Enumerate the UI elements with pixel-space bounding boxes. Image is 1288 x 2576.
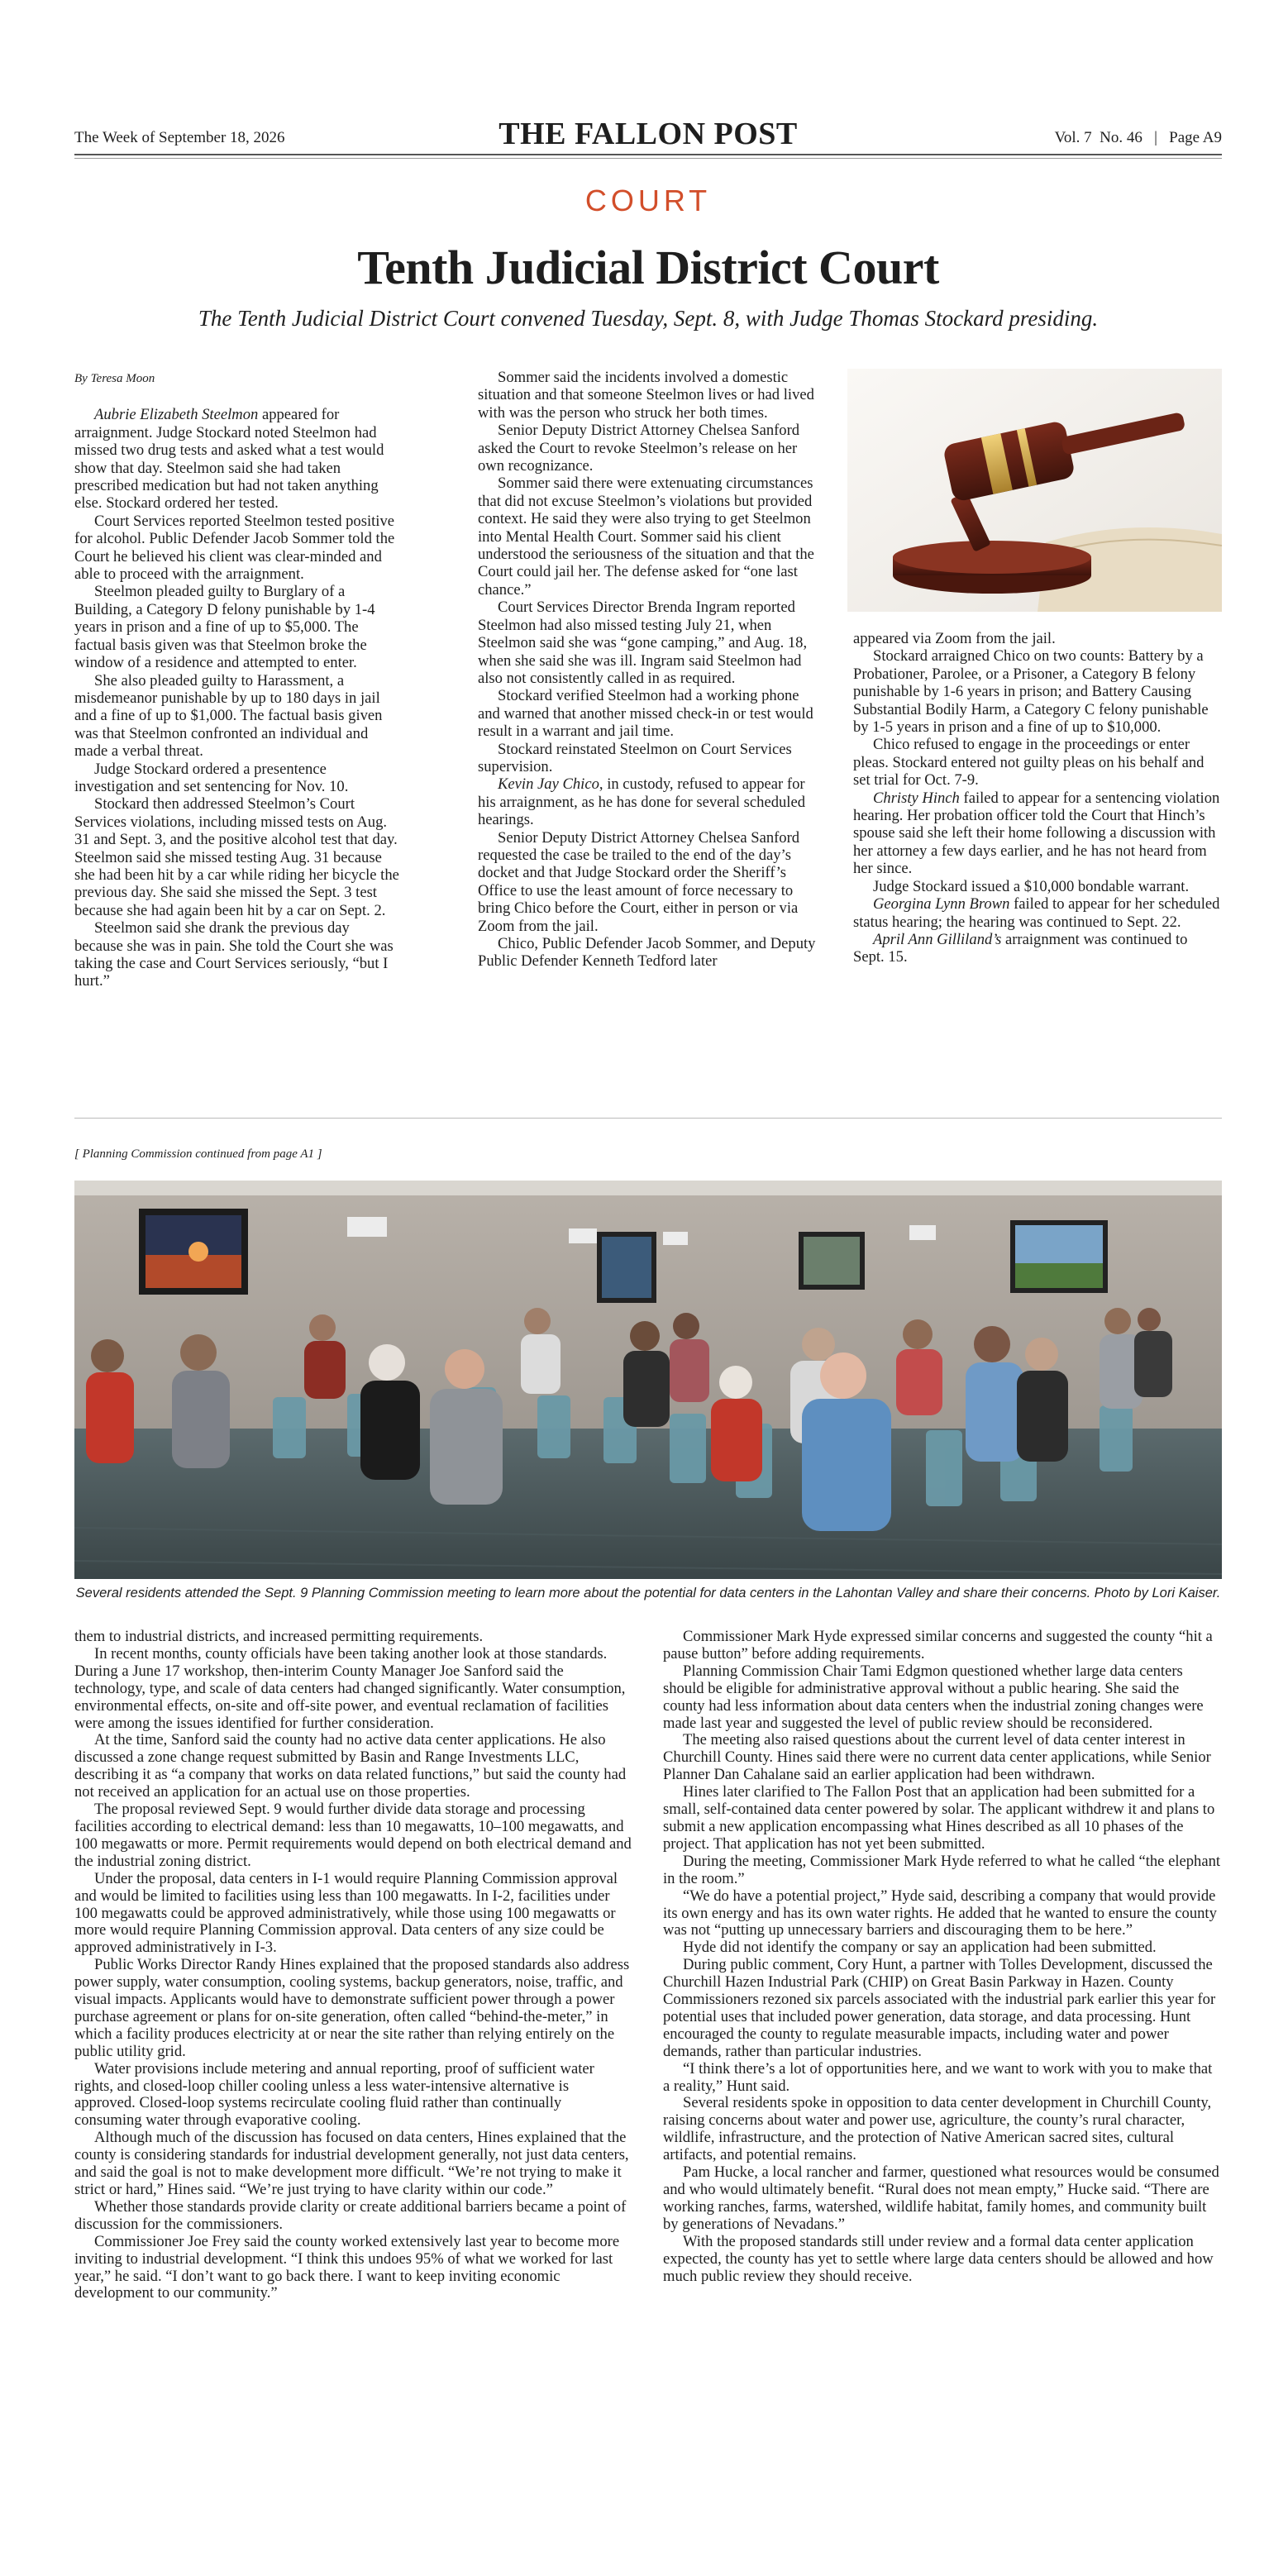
planning-paragraph <box>74 1646 632 1733</box>
planning-paragraph <box>663 1853 1222 1888</box>
court-paragraph <box>74 406 400 512</box>
planning-paragraph <box>663 1939 1222 1957</box>
court-paragraph <box>478 599 820 687</box>
court-paragraph <box>478 775 820 828</box>
planning-column-1 <box>74 1629 632 2302</box>
planning-paragraph <box>663 1629 1222 1663</box>
issue-page: Vol. 7 No. 46 | Page A9 <box>1054 129 1222 146</box>
court-paragraph <box>478 829 820 935</box>
court-paragraph <box>853 630 1222 647</box>
court-paragraph <box>478 741 820 776</box>
paragraph-text: Public Works Director Randy Hines explained that the proposed standards also address power supply, water consumption, cooling systems, backup generators, noise, traffic, and visual impacts. Applicants would have to demonstrate sufficient power through a power purchase agreement or plans for on-site generation, often called “behind-the-meter,” in which a facility produces electricity at or near the site rather than relying entirely on the public utility grid. <box>74 1956 630 2060</box>
paragraph-text: , in custody, refused to appear for his arraignment, as he has done for several scheduled hearings. <box>478 775 806 829</box>
court-paragraph <box>74 672 400 761</box>
continued-note: [ Planning Commission continued from page A1 ] <box>74 1147 322 1161</box>
court-paragraph <box>853 647 1222 736</box>
paragraph-text: Sommer said there were extenuating circumstances that did not excuse Steelmon’s violations but provided context. He said they were also trying to get Steelmon into Mental Health Court. Sommer said his client understood the seriousness of the situation and that the Court could jail her. The defense asked for “one last chance.” <box>478 475 814 599</box>
section-label: COURT <box>584 184 712 217</box>
paragraph-text: Water provisions include metering and annual reporting, proof of sufficient water rights, and closed-loop chiller cooling unless a less water-intensive alternative is approved. Closed-loop systems recirculate cooling fluid rather than continually consuming water through evaporative cooling. <box>74 2059 594 2130</box>
paragraph-text: Stockard verified Steelmon had a working phone and warned that another missed check-in or test would result in a warrant and jail time. <box>478 687 813 741</box>
paragraph-text: Court Services reported Steelmon tested positive for alcohol. Public Defender Jacob Sommer told the Court he believed his client was clear-minded and able to proceed with the arraignment. <box>74 512 395 584</box>
paragraph-text: Stockard then addressed Steelmon’s Court Services violations, including missed tests on Aug. 31 and Sept. 3, and the positive alcohol test that day. Steelmon said she missed testing Aug. 31 because she had been hit by a car while riding her bicycle the previous day. She said she missed the Sept. 3 test because she had again been hit by a car on Sept. 2. <box>74 795 399 919</box>
paragraph-text: Under the proposal, data centers in I-1 would require Planning Commission approval and would be limited to facilities using less than 100 megawatts. In I-2, facilities under 100 megawatts could be approved administratively, while those using 100 megawatts or more would require Planning Commission approval. Data centers of any size could be approved administratively in I-3. <box>74 1869 618 1957</box>
paragraph-text: She also pleaded guilty to Harassment, a misdemeanor punishable by up to 180 days in jail and a fine of up to $1,000. The factual basis given was that Steelmon confronted an individual and made a verbal threat. <box>74 671 383 761</box>
paper-name: THE FALLON POST <box>499 117 798 151</box>
court-column-2 <box>478 369 820 971</box>
paragraph-text: arraignment was continued to Sept. 15. <box>853 930 1188 966</box>
court-paragraph <box>74 795 400 919</box>
planning-paragraph <box>74 1801 632 1871</box>
paragraph-text: Planning Commission Chair Tami Edgmon questioned whether large data centers should be eligible for administrative approval without a public hearing. She said the county had less information about data centers when the industrial zoning changes were made last year and suggested the level of public review should be reconsidered. <box>663 1662 1204 1732</box>
paragraph-text: failed to appear for her scheduled status hearing; the hearing was continued to Sept. 22. <box>853 895 1220 931</box>
planning-column-2 <box>663 1629 1222 2285</box>
planning-paragraph <box>663 2061 1222 2096</box>
paragraph-text: Steelmon said she drank the previous day because she was in pain. She told the Court she was taking the case and Court Services seriously, “but I hurt.” <box>74 919 394 990</box>
paragraph-text: Senior Deputy District Attorney Chelsea Sanford asked the Court to revoke Steelmon’s release on her own recognizance. <box>478 422 800 475</box>
court-paragraph <box>74 761 400 796</box>
paragraph-text: “We do have a potential project,” Hyde said, describing a company that would provide its own energy and has its own water rights. He added that he wanted to ensure the county was not “putting up unnecessary barriers and discouraging them to be here.” <box>663 1887 1217 1939</box>
planning-paragraph <box>663 1732 1222 1784</box>
photo-caption: Several residents attended the Sept. 9 Planning Commission meeting to learn more about the potential for data centers in the Lahontan Valley and share their concerns. Photo by Lori Kaiser. <box>75 1586 1221 1600</box>
meeting-photo-illustration <box>74 1181 1222 1579</box>
planning-paragraph <box>74 1871 632 1958</box>
defendant-name: April Ann Gilliland’s <box>873 930 1002 948</box>
court-paragraph <box>853 931 1222 966</box>
paragraph-text: Although much of the discussion has focused on data centers, Hines explained that the county is considering standards for industrial development generally, not just data centers, and said the goal is not to make development more difficult. “We’re not trying to make it strict or hard,” Hines said. “We’re just trying to have clarity within our code.” <box>74 2129 629 2198</box>
paragraph-text: Hyde did not identify the company or say an application had been submitted. <box>683 1939 1157 1957</box>
paragraph-text: appeared via Zoom from the jail. <box>853 630 1056 647</box>
paragraph-text: Stockard reinstated Steelmon on Court Services supervision. <box>478 740 792 775</box>
paragraph-text: Chico, Public Defender Jacob Sommer, and Deputy Public Defender Kenneth Tedford later <box>478 935 816 971</box>
meeting-photo <box>74 1181 1222 1579</box>
issue-date: The Week of September 18, 2026 <box>74 129 285 146</box>
masthead <box>74 114 1222 154</box>
paragraph-text: Pam Hucke, a local rancher and farmer, questioned what resources would be consumed and who would ultimately benefit. “Rural does not mean empty,” Hucke said. “There are working ranches, farms, watershed, wildlife habitat, family homes, and community built by generations of Nevadans.” <box>663 2163 1219 2233</box>
planning-paragraph <box>74 1629 632 1646</box>
paragraph-text: In recent months, county officials have been taking another look at those standards. During a June 17 workshop, then-interim County Manager Joe Sanford said the technology, type, and scale of data centers had changed significantly. Water consumption, environmental effects, on-site and off-site power, and eventual reclamation of facilities were among the issues identified for further consideration. <box>74 1644 626 1732</box>
paragraph-text: failed to appear for a sentencing violation hearing. Her probation officer told the Court that Hinch’s spouse said she left their home following a discussion with her attorney a few days earlier, and he has not heard from her since. <box>853 789 1220 878</box>
paragraph-text: Senior Deputy District Attorney Chelsea Sanford requested the case be trailed to the end of the day’s docket and that Judge Stockard order the Sheriff’s Office to use the least amount of force necessary to bring Chico before the Court, either in person or via Zoom from the jail. <box>478 828 800 935</box>
court-paragraph <box>478 422 820 475</box>
defendant-name: Georgina Lynn Brown <box>873 895 1010 914</box>
court-paragraph <box>853 789 1222 878</box>
paragraph-text: Judge Stockard ordered a presentence investigation and set sentencing for Nov. 10. <box>74 760 349 795</box>
court-paragraph <box>478 687 820 740</box>
headline: Tenth Judicial District Court <box>357 241 939 294</box>
planning-paragraph <box>74 2061 632 2130</box>
paragraph-text: Steelmon pleaded guilty to Burglary of a Building, a Category D felony punishable by 1-4 years in prison and a fine of up to $5,000. The factual basis given was that Steelmon broke the window of a residence and attempted to enter. <box>74 583 375 672</box>
court-column-1 <box>74 370 400 990</box>
planning-paragraph <box>663 1784 1222 1853</box>
planning-paragraph <box>663 1888 1222 1940</box>
gavel-photo <box>847 369 1222 612</box>
defendant-name: Christy Hinch <box>873 789 960 807</box>
court-paragraph <box>478 475 820 599</box>
planning-paragraph <box>74 2130 632 2199</box>
paragraph-text: Chico refused to engage in the proceedings or enter pleas. Stockard entered not guilty pleas on his behalf and set trial for Oct. 7-9. <box>853 736 1205 789</box>
paragraph-text: Hines later clarified to The Fallon Post that an application had been submitted for a small, self-contained data center powered by solar. The applicant withdrew it and plans to submit a new application encompassing what Hines described as all 10 phases of the project. That application has not yet been submitted. <box>663 1783 1215 1853</box>
paragraph-text: During public comment, Cory Hunt, a partner with Tolles Development, discussed the Churchill Hazen Industrial Park (CHIP) on Great Basin Parkway in Hazen. County Commissioners rezoned six parcels associated with the industrial park earlier this year for potential uses that included power generation, data storage, and data processing. Hunt encouraged the county to regulate measurable impacts, including water and power demands, rather than particular industries. <box>663 1956 1216 2060</box>
planning-paragraph <box>663 1663 1222 1733</box>
paragraph-text: Court Services Director Brenda Ingram reported Steelmon had also missed testing July 21, when Steelmon said she was “gone camping,” and Aug. 18, when she said she was ill. Ingram said Steelmon had also not consistently called in as required. <box>478 599 808 687</box>
court-paragraph <box>74 919 400 990</box>
paragraph-text: At the time, Sanford said the county had no active data center applications. He also discussed a zone change request submitted by Basin and Range Investments LLC, describing it as “a company that works on data related functions,” but said the county had not received an application for an actual use on those properties. <box>74 1731 627 1801</box>
planning-paragraph <box>663 2164 1222 2234</box>
court-column-3 <box>853 630 1222 966</box>
planning-paragraph <box>663 1957 1222 2060</box>
court-paragraph <box>74 583 400 671</box>
planning-paragraph <box>663 2234 1222 2286</box>
court-paragraph <box>74 513 400 584</box>
paragraph-text: Commissioner Mark Hyde expressed similar concerns and suggested the county “hit a pause button” before adding requirements. <box>663 1628 1213 1662</box>
paragraph-text: them to industrial districts, and increased permitting requirements. <box>74 1628 484 1645</box>
court-paragraph <box>478 935 820 971</box>
gavel-illustration <box>847 369 1222 612</box>
paragraph-text: Several residents spoke in opposition to data center development in Churchill County, raising concerns about water and power use, agriculture, the county’s rural character, wildlife, infrastructure, and the protection of Native American sacred sites, cultural artifacts, and potential remains. <box>663 2094 1212 2164</box>
paragraph-text: With the proposed standards still under review and a formal data center application expected, the county has yet to settle where large data centers should be allowed and how much public review they should receive. <box>663 2232 1214 2285</box>
court-paragraph <box>853 895 1222 931</box>
paragraph-text: During the meeting, Commissioner Mark Hyde referred to what he called “the elephant in the room.” <box>663 1852 1221 1887</box>
byline: By Teresa Moon <box>74 372 155 385</box>
court-paragraph <box>478 369 820 422</box>
paragraph-text: Whether those standards provide clarity or create additional barriers became a point of discussion for the commissioners. <box>74 2197 627 2233</box>
planning-paragraph <box>74 2199 632 2234</box>
planning-paragraph <box>663 2095 1222 2164</box>
paragraph-text: Sommer said the incidents involved a domestic situation and that someone Steelmon lives or had lived with was the person who struck her both times. <box>478 369 814 422</box>
planning-paragraph <box>74 1732 632 1801</box>
defendant-name: Kevin Jay Chico <box>498 775 599 794</box>
planning-paragraph <box>74 2234 632 2303</box>
deck: The Tenth Judicial District Court convened Tuesday, Sept. 8, with Judge Thomas Stockard presiding. <box>198 306 1099 331</box>
paragraph-text: Stockard arraigned Chico on two counts: Battery by a Probationer, Parolee, or a Prisoner, a Category B felony punishable by 1-6 years in prison; and Battery Causing Substantial Bodily Harm, a Category C felony punishable by 1-5 years in prison and a fine of up to $10,000. <box>853 647 1209 737</box>
section-divider <box>74 1118 1222 1119</box>
paragraph-text: The proposal reviewed Sept. 9 would further divide data storage and processing facilities according to electrical demand: less than 10 megawatts, 10–100 megawatts, and 100 megawatts or more. Permit requirements would depend on both electrical demand and the industrial zoning district. <box>74 1801 632 1870</box>
court-paragraph <box>853 736 1222 789</box>
court-paragraph <box>853 878 1222 895</box>
paragraph-text: appeared for arraignment. Judge Stockard noted Steelmon had missed two drug tests and asked what a test would show that day. Steelmon said she had taken prescribed medication but had not taken anything else. Stockard ordered her tested. <box>74 406 384 513</box>
paragraph-text: “I think there’s a lot of opportunities here, and we want to work with you to make that a reality,” Hunt said. <box>663 2059 1213 2095</box>
planning-paragraph <box>74 1957 632 2060</box>
paragraph-text: Commissioner Joe Frey said the county worked extensively last year to become more inviting to industrial development. “I think this undoes 95% of what we worked for last year,” he said. “I don’t want to go back there. I want to keep inviting economic development to our community.” <box>74 2232 620 2302</box>
defendant-name: Aubrie Elizabeth Steelmon <box>94 406 259 424</box>
paragraph-text: Judge Stockard issued a $10,000 bondable warrant. <box>873 877 1190 895</box>
masthead-rule <box>74 154 1222 159</box>
paragraph-text: The meeting also raised questions about the current level of data center interest in Churchill County. Hines said there were no current data center applications, while Senior Planner Dan Cahalane said an earlier application had been withdrawn. <box>663 1731 1211 1784</box>
